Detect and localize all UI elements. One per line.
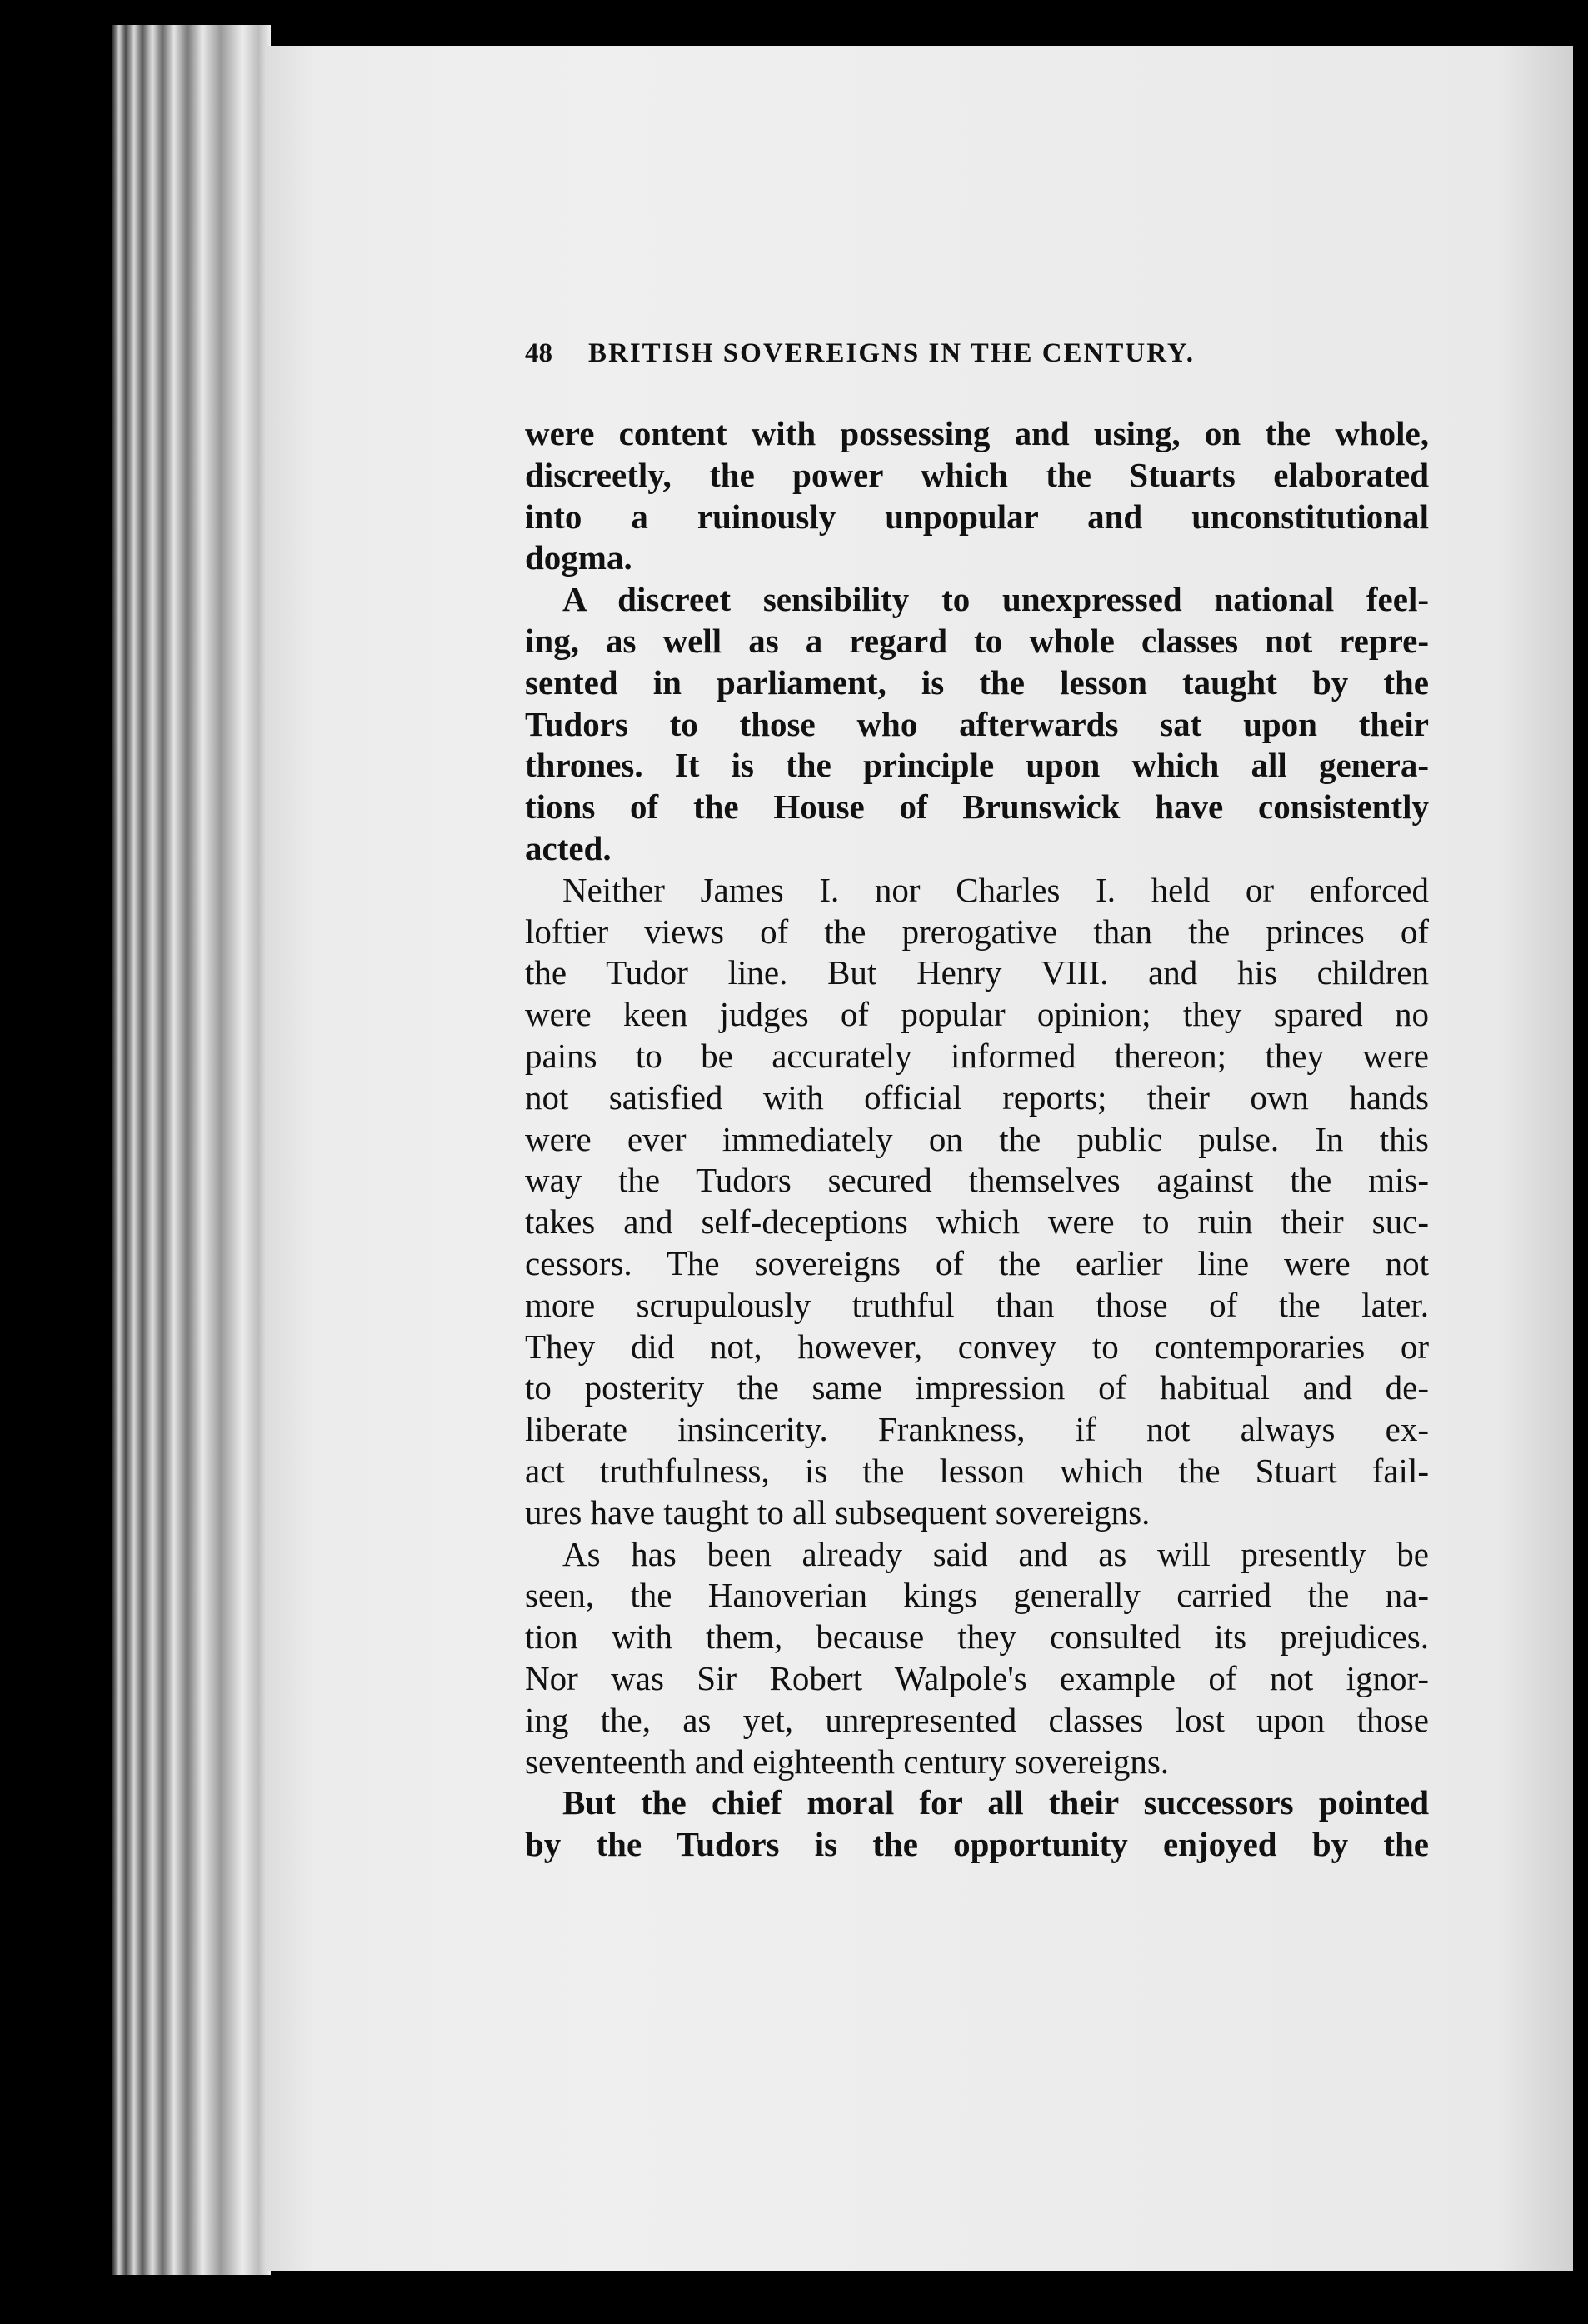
text-line: ing the, as yet, unrepresented classes lost upon those xyxy=(525,1700,1429,1739)
text-line: acted. xyxy=(525,828,612,867)
text-line: loftier views of the prerogative than the princes of xyxy=(525,912,1429,951)
text-line: seen, the Hanoverian kings generally carried the na- xyxy=(525,1576,1429,1615)
text-line: But the chief moral for all their successors pointed xyxy=(562,1783,1429,1822)
page-text-block xyxy=(525,332,1429,1866)
text-line: tion with them, because they consulted its prejudices. xyxy=(525,1617,1429,1657)
running-title: BRITISH SOVEREIGNS IN THE CENTURY. xyxy=(588,338,1195,368)
text-line: A discreet sensibility to unexpressed national feel- xyxy=(562,580,1429,619)
text-line: tions of the House of Brunswick have consistently xyxy=(525,787,1429,827)
text-line: dogma. xyxy=(525,538,632,577)
text-line: by the Tudors is the opportunity enjoyed by the xyxy=(525,1825,1429,1864)
text-line: Tudors to those who afterwards sat upon their xyxy=(525,704,1429,743)
text-line: ures have taught to all subsequent sovereigns. xyxy=(525,1492,1151,1532)
text-line: discreetly, the power which the Stuarts elaborated xyxy=(525,455,1429,494)
text-line: They did not, however, convey to contemporaries or xyxy=(525,1327,1429,1366)
text-line: act truthfulness, is the lesson which the Stuart fail- xyxy=(525,1451,1429,1490)
text-line: into a ruinously unpopular and unconstitutional xyxy=(525,497,1429,536)
text-line: to posterity the same impression of habitual and de- xyxy=(525,1368,1429,1407)
text-line: way the Tudors secured themselves against the mis- xyxy=(525,1161,1429,1200)
text-line: sented in parliament, is the lesson taught by the xyxy=(525,662,1429,702)
text-line: cessors. The sovereigns of the earlier line were not xyxy=(525,1243,1429,1282)
text-line: were keen judges of popular opinion; they spared no xyxy=(525,995,1429,1034)
text-line: were ever immediately on the public pulse. In this xyxy=(525,1119,1429,1158)
text-line: As has been already said and as will presently be xyxy=(562,1534,1429,1573)
text-line: pains to be accurately informed thereon; they were xyxy=(525,1036,1429,1075)
text-line: were content with possessing and using, on the whole, xyxy=(525,414,1429,452)
text-line: the Tudor line. But Henry VIII. and his children xyxy=(525,953,1429,992)
book-page-edges xyxy=(112,25,271,2275)
text-line: Nor was Sir Robert Walpole's example of not ignor- xyxy=(525,1658,1429,1697)
page-number: 48 xyxy=(525,338,552,368)
running-header xyxy=(525,332,1429,375)
text-line: thrones. It is the principle upon which all genera- xyxy=(525,746,1429,785)
text-line: ing, as well as a regard to whole classes not repre- xyxy=(525,621,1429,660)
text-line: not satisfied with official reports; their own hands xyxy=(525,1077,1429,1117)
text-line: liberate insincerity. Frankness, if not always ex- xyxy=(525,1410,1429,1449)
text-line: seventeenth and eighteenth century sovereigns. xyxy=(525,1742,1170,1781)
text-line: more scrupulously truthful than those of the later. xyxy=(525,1285,1429,1324)
text-line: Neither James I. nor Charles I. held or enforced xyxy=(562,870,1429,909)
text-line: takes and self-deceptions which were to ruin their suc- xyxy=(525,1202,1429,1242)
